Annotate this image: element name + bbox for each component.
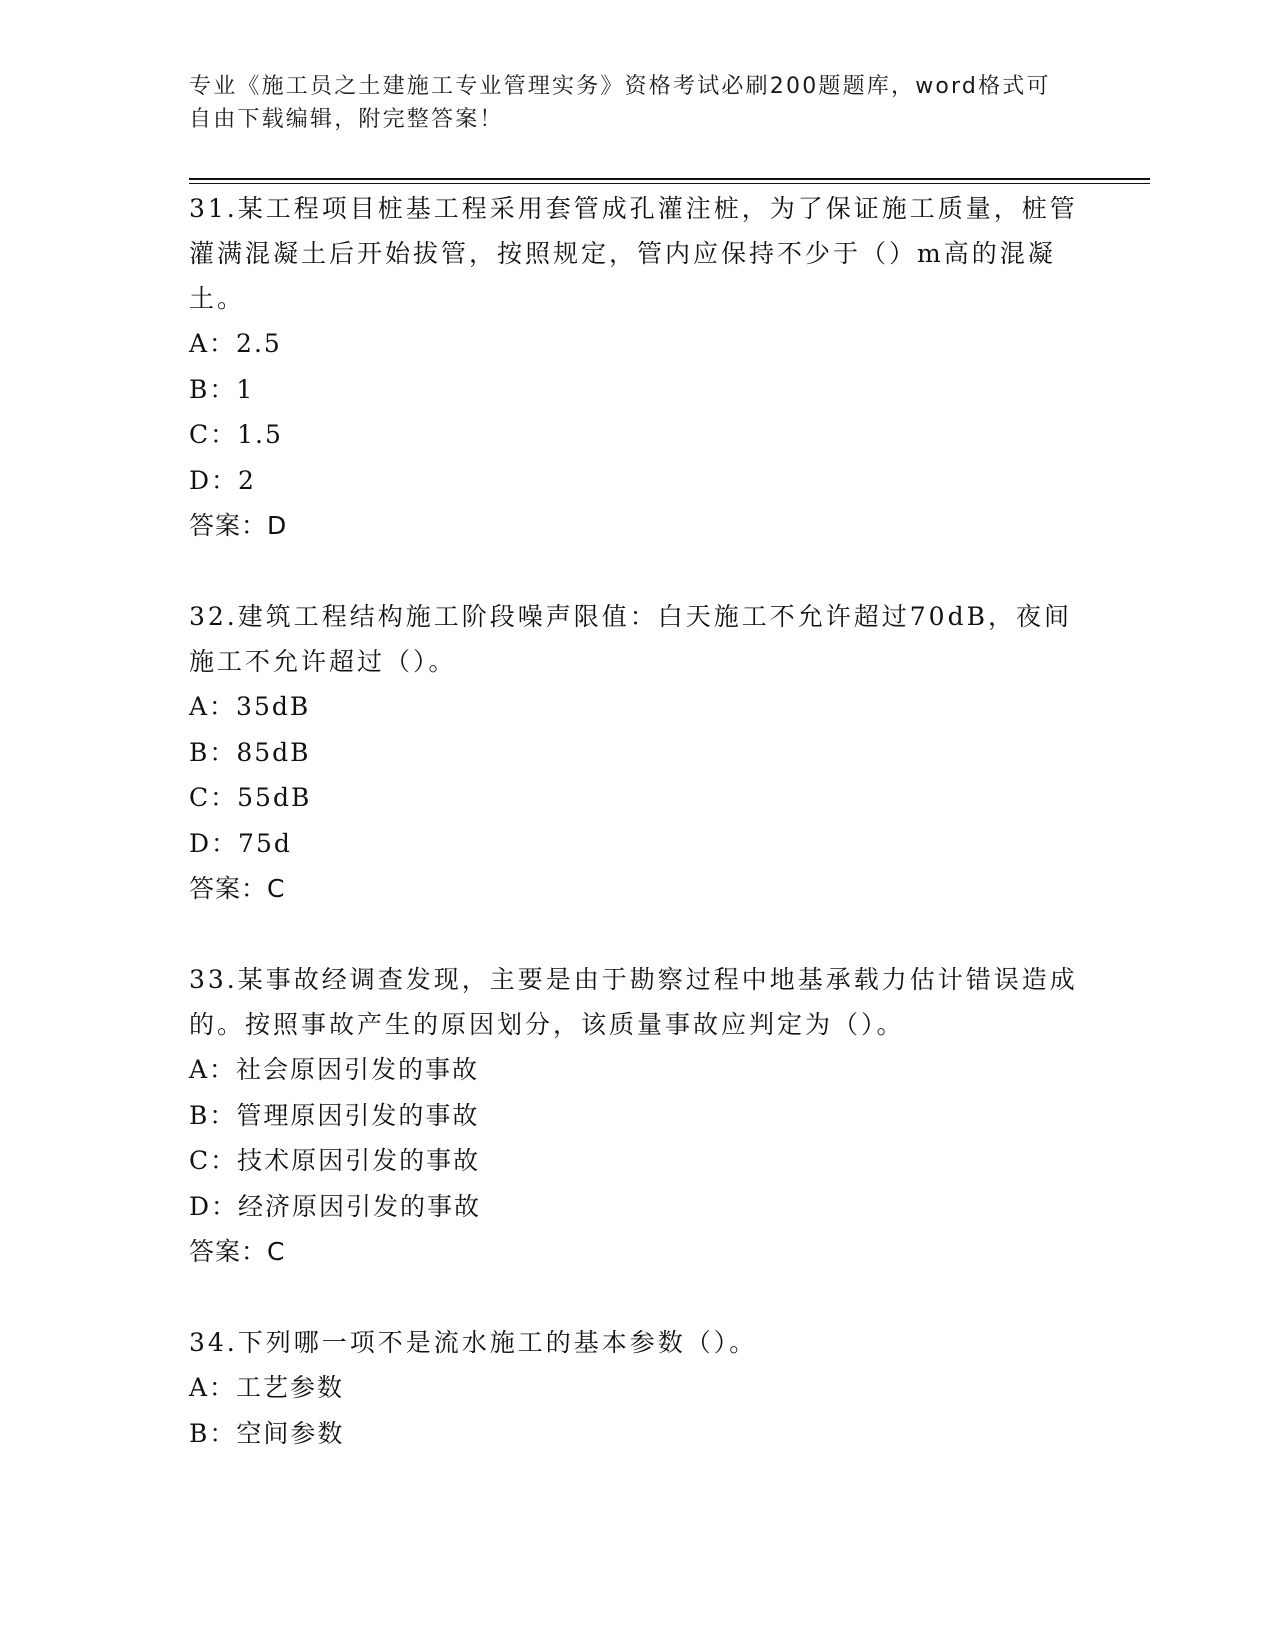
option-a: A：工艺参数 (189, 1373, 345, 1402)
option-b: B：空间参数 (189, 1418, 345, 1448)
option-c: C：55dB (189, 783, 312, 812)
option-a: A：2.5 (189, 329, 282, 358)
header-divider-thin (189, 183, 1150, 184)
document-header: 专业《施工员之土建施工专业管理实务》资格考试必刷200题题库，word格式可自由下载编辑，附完整答案！ (189, 74, 1051, 132)
question-stem: 32.建筑工程结构施工阶段噪声限值：白天施工不允许超过70dB，夜间施工不允许超过（）。 (189, 602, 1072, 676)
answer-line: 答案：C (189, 874, 286, 903)
question-stem: 33.某事故经调查发现，主要是由于勘察过程中地基承载力估计错误造成的。按照事故产生的原因划分，该质量事故应判定为（）。 (189, 965, 1078, 1039)
option-b: B：管理原因引发的事故 (189, 1100, 480, 1130)
question-stem: 31.某工程项目桩基工程采用套管成孔灌注桩，为了保证施工质量，桩管灌满混凝土后开始拔管，按照规定，管内应保持不少于（）m高的混凝土。 (189, 194, 1078, 313)
option-b: B：1 (189, 374, 255, 404)
question-31 (189, 186, 1089, 548)
answer-line: 答案：C (189, 1237, 286, 1266)
question-stem: 34.下列哪一项不是流水施工的基本参数（）。 (189, 1328, 758, 1357)
option-c: C：1.5 (189, 420, 283, 449)
question-list (189, 186, 1089, 1502)
option-d: D：75d (189, 828, 292, 858)
option-d: D：经济原因引发的事故 (189, 1191, 482, 1221)
option-d: D：2 (189, 465, 256, 495)
answer-line: 答案：D (189, 511, 288, 540)
header-divider-thick (189, 178, 1150, 180)
option-b: B：85dB (189, 737, 311, 767)
option-a: A：35dB (189, 692, 311, 721)
question-34 (189, 1320, 1089, 1456)
option-c: C：技术原因引发的事故 (189, 1146, 481, 1175)
question-32 (189, 594, 1089, 911)
question-33 (189, 957, 1089, 1274)
option-a: A：社会原因引发的事故 (189, 1055, 480, 1084)
